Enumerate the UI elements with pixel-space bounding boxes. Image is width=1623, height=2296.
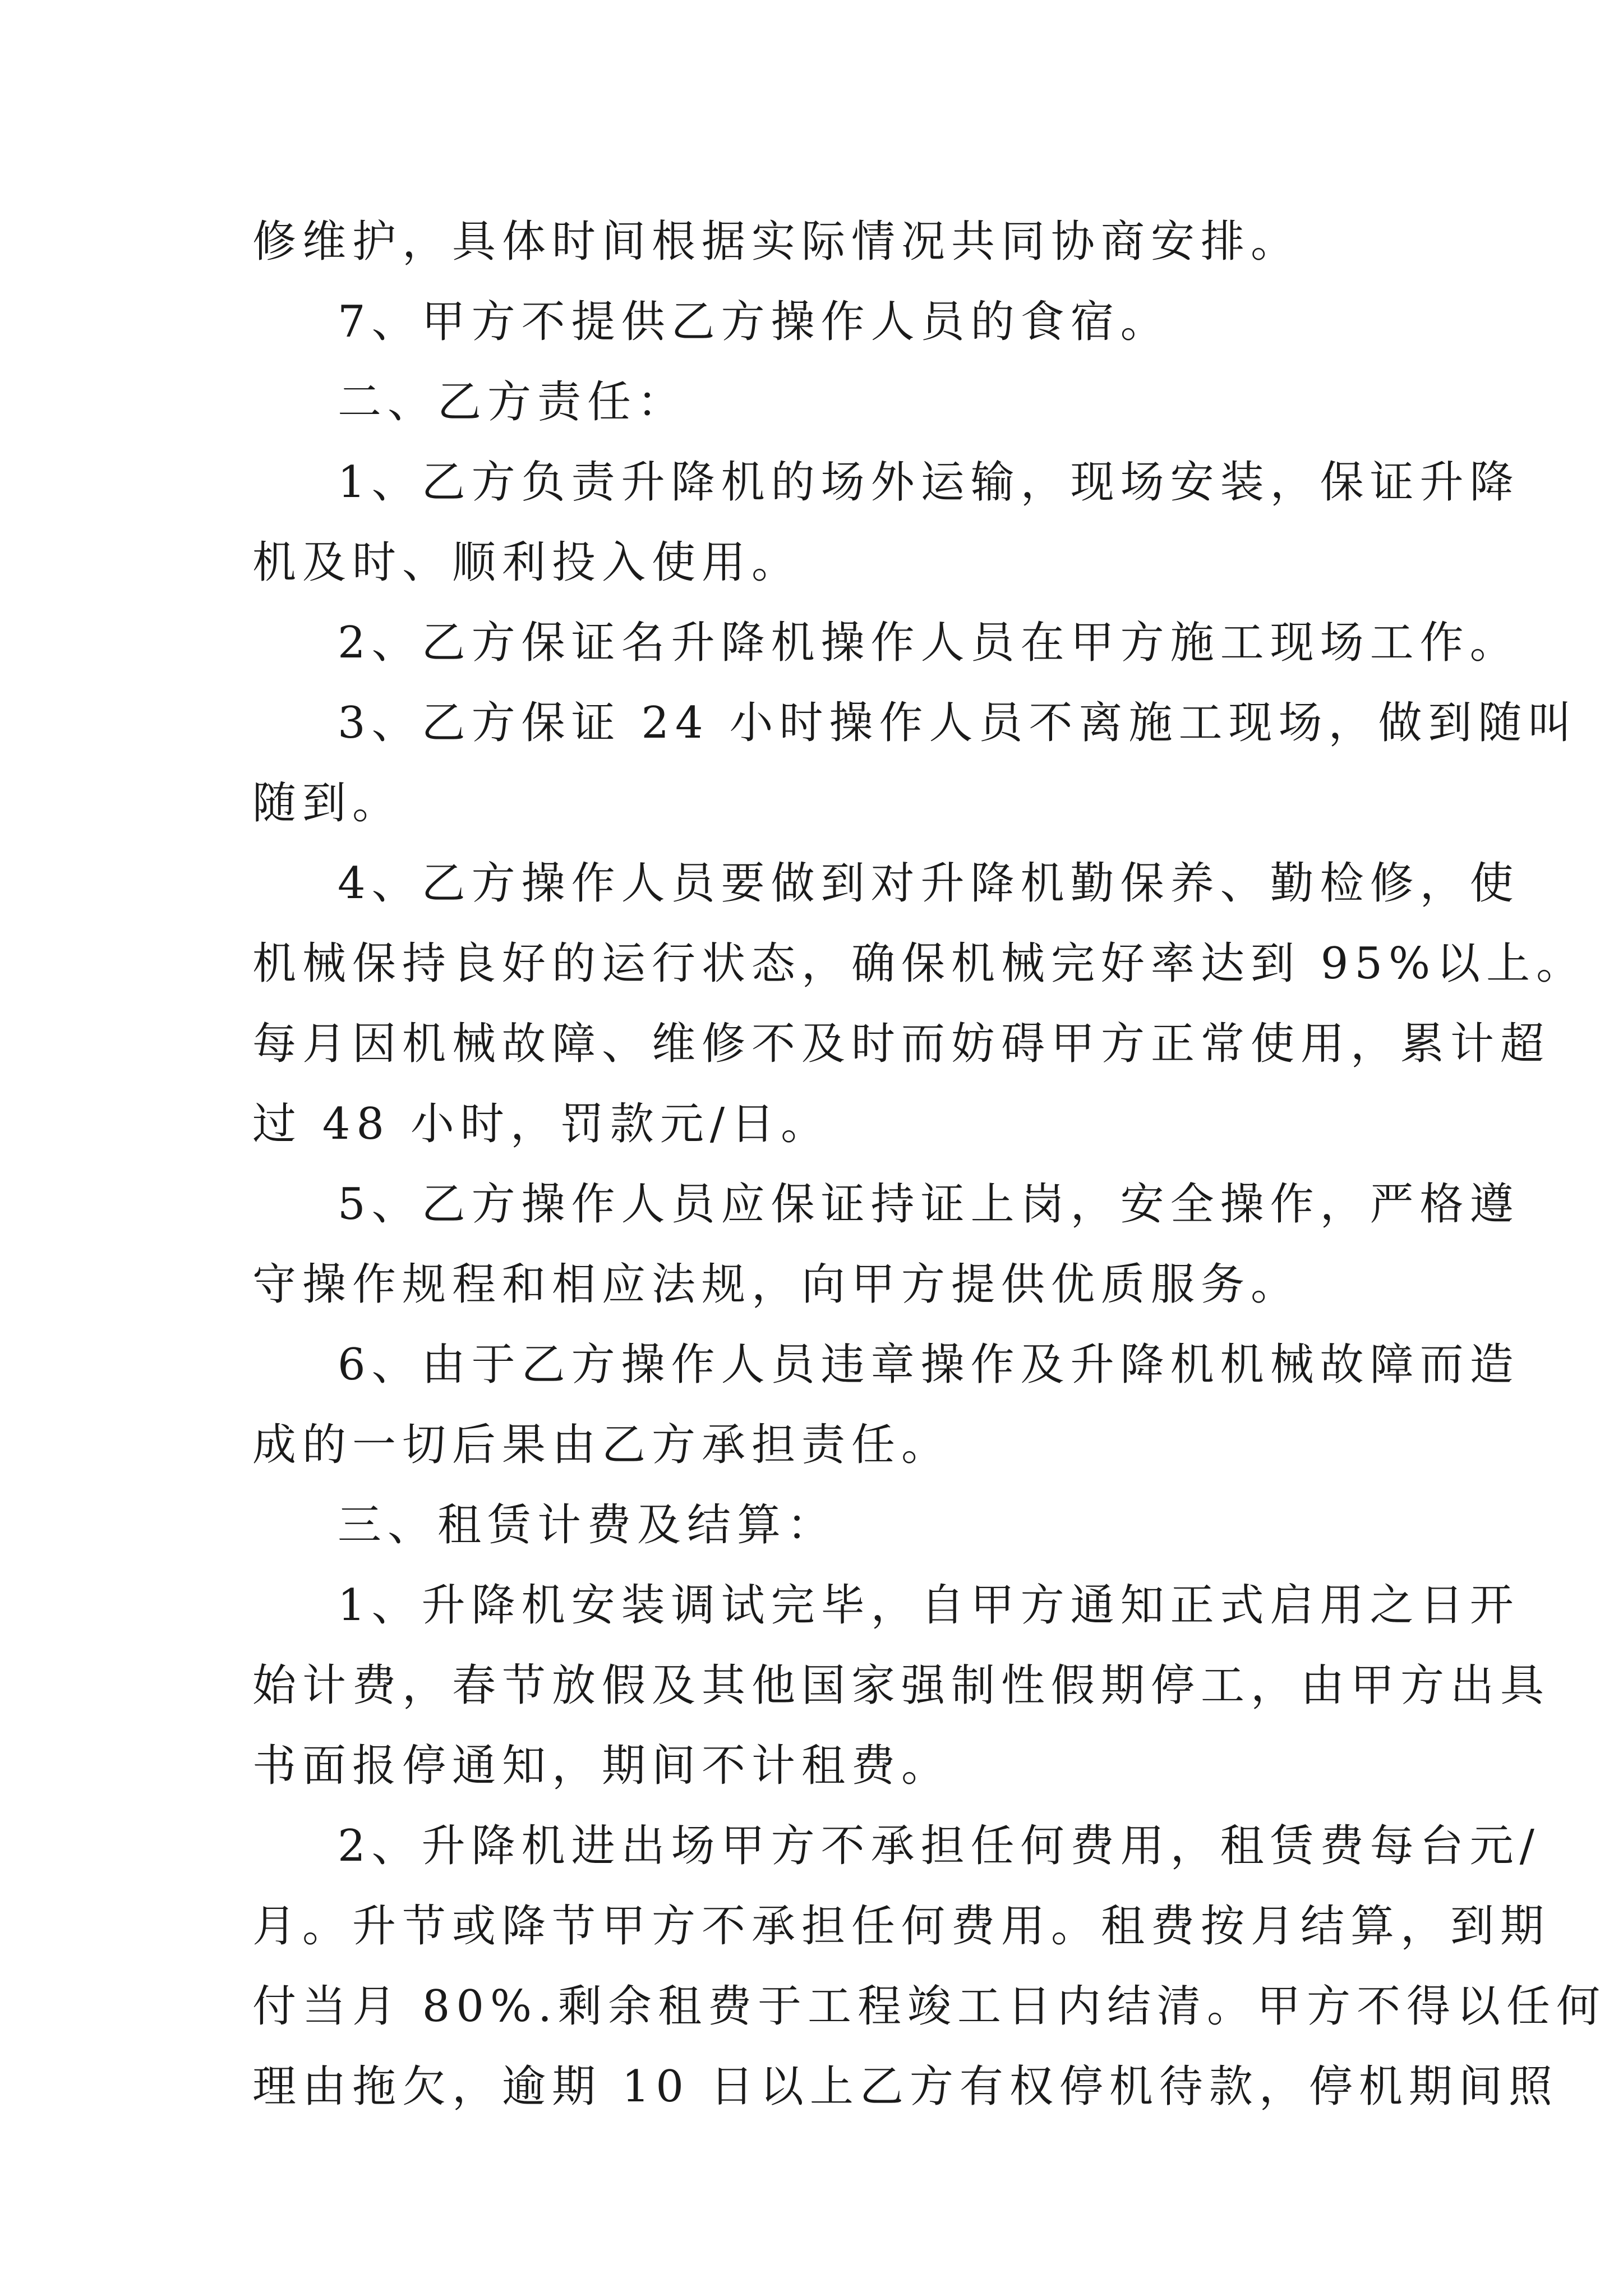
text-line: 1、升降机安装调试完毕，自甲方通知正式启用之日开 [338, 1580, 1520, 1631]
document-body [252, 202, 1606, 2127]
text-line: 7、甲方不提供乙方操作人员的食宿。 [338, 297, 1170, 347]
text-line: 2、升降机进出场甲方不承担任何费用，租赁费每台元/ [338, 1821, 1541, 1871]
text-line: 机械保持良好的运行状态，确保机械完好率达到 95%以上。 [252, 938, 1587, 989]
text-line: 始计费，春节放假及其他国家强制性假期停工，由甲方出具 [252, 1660, 1551, 1711]
text-line: 月。升节或降节甲方不承担任何费用。租费按月结算，到期 [252, 1901, 1551, 1952]
text-line: 付当月 80%.剩余租费于工程竣工日内结清。甲方不得以任何 [252, 1981, 1606, 2032]
text-line: 5、乙方操作人员应保证持证上岗，安全操作，严格遵 [338, 1179, 1520, 1230]
text-line: 书面报停通知，期间不计租费。 [252, 1741, 952, 1791]
text-line: 1、乙方负责升降机的场外运输，现场安装，保证升降 [338, 457, 1520, 508]
section-heading: 三、租赁计费及结算： [338, 1500, 837, 1550]
text-line: 2、乙方保证名升降机操作人员在甲方施工现场工作。 [338, 618, 1520, 668]
text-line: 机及时、顺利投入使用。 [252, 537, 802, 588]
text-line: 过 48 小时，罚款元/日。 [252, 1099, 831, 1149]
text-line: 每月因机械故障、维修不及时而妨碍甲方正常使用，累计超 [252, 1019, 1551, 1069]
text-line: 6、由于乙方操作人员违章操作及升降机机械故障而造 [338, 1340, 1520, 1390]
section-heading: 二、乙方责任： [338, 377, 688, 427]
text-line: 4、乙方操作人员要做到对升降机勤保养、勤检修，使 [338, 858, 1520, 909]
text-line: 随到。 [252, 778, 403, 829]
text-line: 理由拖欠，逾期 10 日以上乙方有权停机待款，停机期间照 [252, 2062, 1559, 2112]
text-line: 成的一切后果由乙方承担责任。 [252, 1420, 952, 1470]
text-line: 3、乙方保证 24 小时操作人员不离施工现场，做到随叫 [338, 698, 1578, 748]
text-line: 守操作规程和相应法规，向甲方提供优质服务。 [252, 1259, 1301, 1310]
text-line: 修维护，具体时间根据实际情况共同协商安排。 [252, 217, 1301, 267]
